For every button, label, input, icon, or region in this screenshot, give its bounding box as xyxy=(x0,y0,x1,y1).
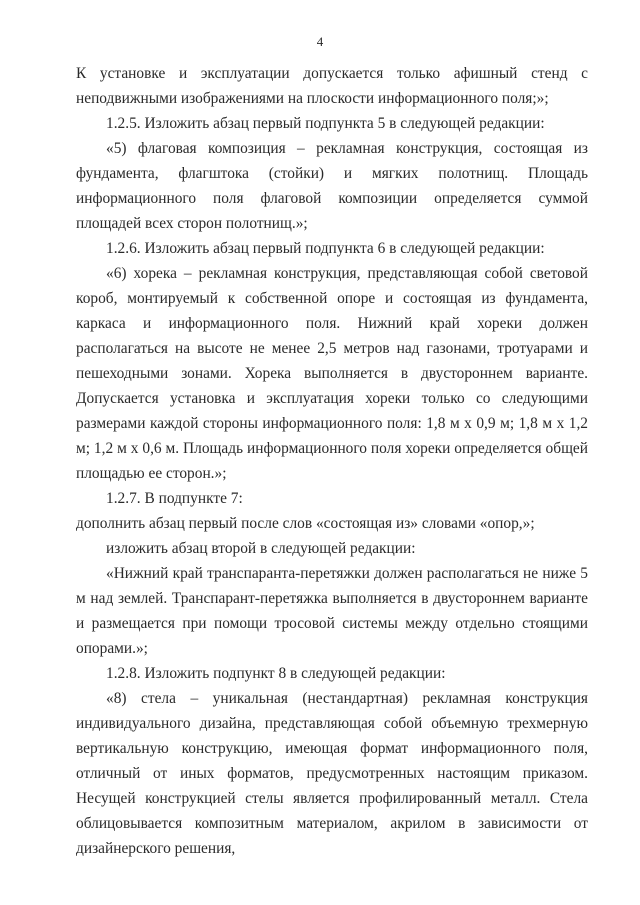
paragraph-8: изложить абзац второй в следующей редакции: xyxy=(106,540,416,557)
paragraph-4: 1.2.6. Изложить абзац первый подпункта 6 в следующей редакции: xyxy=(106,240,545,257)
document-body xyxy=(76,61,588,861)
paragraph-5: «6) хорека – рекламная конструкция, представляющая собой световой короб, монтируемый к собственной опоре и состоящая из фундамента, каркаса и информационного поля. Нижний край хореки должен располагаться на высоте не менее 2,5 метров над газонами, тротуарами и пешеходными зонами. Хорека выполняется в двустороннем варианте. Допускается установка и эксплуатация хореки только со следующими размерами каждой стороны информационного поля: 1,8 м х 0,9 м; 1,8 м х 1,2 м; 1,2 м х 0,6 м. Площадь информационного поля хореки определяется общей площадью ее сторон.»; xyxy=(76,265,588,482)
paragraph-3: «5) флаговая композиция – рекламная конструкция, состоящая из фундамента, флагштока (стойки) и мягких полотнищ. Площадь информационного поля флаговой композиции определяется суммой площадей всех сторон полотнищ.»; xyxy=(76,140,588,232)
paragraph-7: дополнить абзац первый после слов «состоящая из» словами «опор,»; xyxy=(76,515,535,532)
paragraph-11: «8) стела – уникальная (нестандартная) рекламная конструкция индивидуального дизайна, представляющая собой объемную трехмерную вертикальную конструкцию, имеющая формат информационного поля, отличный от иных форматов, предусмотренных настоящим приказом. Несущей конструкцией стелы является профилированный металл. Стела облицовывается композитным материалом, акрилом в зависимости от дизайнерского решения, xyxy=(76,690,588,857)
paragraph-6: 1.2.7. В подпункте 7: xyxy=(106,490,243,507)
paragraph-2: 1.2.5. Изложить абзац первый подпункта 5 в следующей редакции: xyxy=(106,115,545,132)
paragraph-9: «Нижний край транспаранта-перетяжки должен располагаться не ниже 5 м над землей. Транспарант-перетяжка выполняется в двустороннем варианте и размещается при помощи тросовой системы между отдельно стоящими опорами.»; xyxy=(76,565,588,657)
page-number: 4 xyxy=(316,34,324,49)
paragraph-10: 1.2.8. Изложить подпункт 8 в следующей редакции: xyxy=(106,665,446,682)
paragraph-1: К установке и эксплуатации допускается только афишный стенд с неподвижными изображениями на плоскости информационного поля;»; xyxy=(76,65,588,107)
